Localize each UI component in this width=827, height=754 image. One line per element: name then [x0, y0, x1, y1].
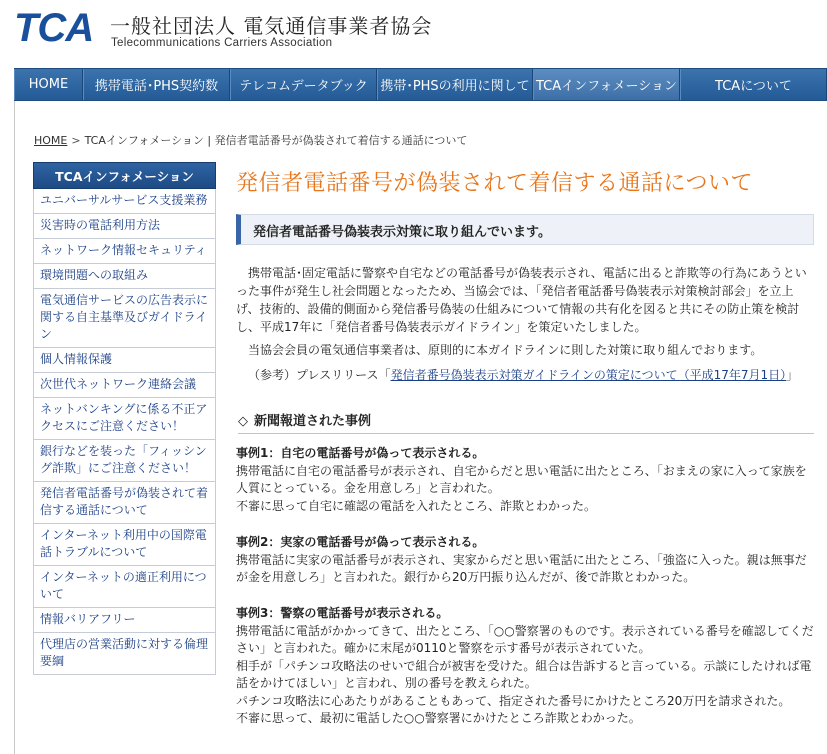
intro-paragraph: 携帯電話･固定電話に警察や自宅などの電話番号が偽装表示され、電話に出ると詐欺等の行為にあうといった事件が発生し社会問題となったため、当協会では、「発信者電話番号偽装表示対策検討部会」を立上げ、技術的、設備的側面から発信番号偽装の仕組みについて情報の共有化を図ると共にその防止策を検討し、平成17年に「発信者番号偽装表示ガイドライン」を策定いたしました。	[236, 266, 807, 334]
diamond-icon: ◇	[238, 414, 248, 429]
news-heading	[238, 410, 814, 434]
sidebar-item[interactable]: 個人情報保護	[33, 348, 216, 373]
sidebar-item[interactable]: 電気通信サービスの広告表示に関する自主基準及びガイドライン	[33, 289, 216, 348]
case-title: 事例1：自宅の電話番号が偽って表示される。	[236, 446, 485, 460]
case-block	[236, 534, 816, 587]
sidebar-title: TCAインフォメーション	[33, 162, 216, 189]
member-paragraph: 当協会会員の電気通信事業者は、原則的に本ガイドラインに則した対策に取り組んでおります。	[248, 343, 763, 357]
case-text: 携帯電話に電話がかかってきて、出たところ、「○○警察署のものです。表示されている番号を確認してください」と言われた。確かに末尾が0110と警察を示す番号が表示されていた。	[236, 623, 814, 655]
sidebar-item[interactable]: インターネット利用中の国際電話トラブルについて	[33, 524, 216, 566]
sidebar-item[interactable]: ユニバーサルサービス支援業務	[33, 189, 216, 214]
case-block	[236, 445, 816, 515]
sidebar-item[interactable]: 環境問題への取組み	[33, 264, 216, 289]
org-name: 一般社団法人 電気通信事業者協会	[110, 14, 433, 38]
sidebar-item[interactable]: 次世代ネットワーク連絡会議	[33, 373, 216, 398]
nav-item[interactable]: HOME	[14, 69, 83, 100]
sidebar-item[interactable]: ネットバンキングに係る不正アクセスにご注意ください！	[33, 398, 216, 440]
case-text: 不審に思って自宅に確認の電話を入れたところ、詐欺とわかった。	[236, 498, 597, 513]
sidebar	[33, 162, 216, 675]
nav-item[interactable]: 携帯電話･PHS契約数	[83, 69, 230, 100]
case-text: 相手が「パチンコ攻略法のせいで組合が被害を受けた。組合は告訴すると言っている。示談にしたければ電話をかけてほしい」と言われ、別の番号を教えられた。	[236, 658, 812, 690]
press-prefix: （参考）プレスリリース「	[248, 368, 391, 382]
press-suffix: 」	[786, 368, 799, 382]
site-header	[0, 0, 827, 68]
press-paragraph	[236, 366, 816, 384]
sidebar-item[interactable]: 災害時の電話利用方法	[33, 214, 216, 239]
subtitle: 発信者電話番号偽装表示対策に取り組んでいます。	[253, 225, 551, 240]
press-release-link[interactable]: 発信者番号偽装表示対策ガイドラインの策定について（平成17年7月1日）	[390, 368, 787, 382]
breadcrumb-separator: >	[71, 134, 81, 147]
sidebar-list	[33, 189, 216, 675]
global-nav	[14, 68, 827, 101]
sidebar-item[interactable]: 代理店の営業活動に対する倫理要綱	[33, 633, 216, 675]
sidebar-item[interactable]: 発信者電話番号が偽装されて着信する通話について	[33, 482, 216, 524]
subtitle-box	[236, 214, 814, 245]
case-text: 不審に思って、最初に電話した○○警察署にかけたところ詐欺とわかった。	[236, 711, 641, 725]
news-heading-text: 新聞報道された事例	[254, 414, 372, 429]
breadcrumb	[34, 132, 467, 148]
case-text: パチンコ攻略法に心あたりがあることもあって、指定された番号にかけたところ20万円を請求された。	[236, 693, 791, 708]
case-block	[236, 605, 816, 728]
breadcrumb-trail: TCAインフォメーション | 発信者電話番号が偽装されて着信する通話について	[84, 134, 468, 147]
tca-logo[interactable]: TCA	[14, 6, 94, 50]
nav-item[interactable]: テレコムデータブック	[230, 69, 377, 100]
sidebar-item[interactable]: 銀行などを装った「フィッシング詐欺」にご注意ください！	[33, 440, 216, 482]
sidebar-item[interactable]: インターネットの適正利用について	[33, 566, 216, 608]
case-title: 事例3：警察の電話番号が表示される。	[236, 606, 449, 620]
nav-item[interactable]: TCAインフォメーション	[533, 69, 680, 100]
nav-item[interactable]: TCAについて	[680, 69, 827, 100]
page-title: 発信者電話番号が偽装されて着信する通話について	[236, 171, 754, 196]
case-text: 携帯電話に実家の電話番号が表示され、実家からだと思い電話に出たところ、「強盗に入った。親は無事だが金を用意しろ」と言われた。銀行から20万円振り込んだが、後で詐欺とわかった。	[236, 552, 807, 584]
breadcrumb-home-link[interactable]: HOME	[34, 134, 68, 147]
case-text: 携帯電話に自宅の電話番号が表示され、自宅からだと思い電話に出たところ、「おまえの家に入って家族を人質にとっている。金を用意しろ」と言われた。	[236, 463, 807, 495]
sidebar-item[interactable]: 情報バリアフリー	[33, 608, 216, 633]
org-name-en: Telecommunications Carriers Association	[111, 37, 333, 49]
case-title: 事例2：実家の電話番号が偽って表示される。	[236, 535, 485, 549]
sidebar-item[interactable]: ネットワーク情報セキュリティ	[33, 239, 216, 264]
nav-item[interactable]: 携帯･PHSの利用に関して	[377, 69, 533, 100]
